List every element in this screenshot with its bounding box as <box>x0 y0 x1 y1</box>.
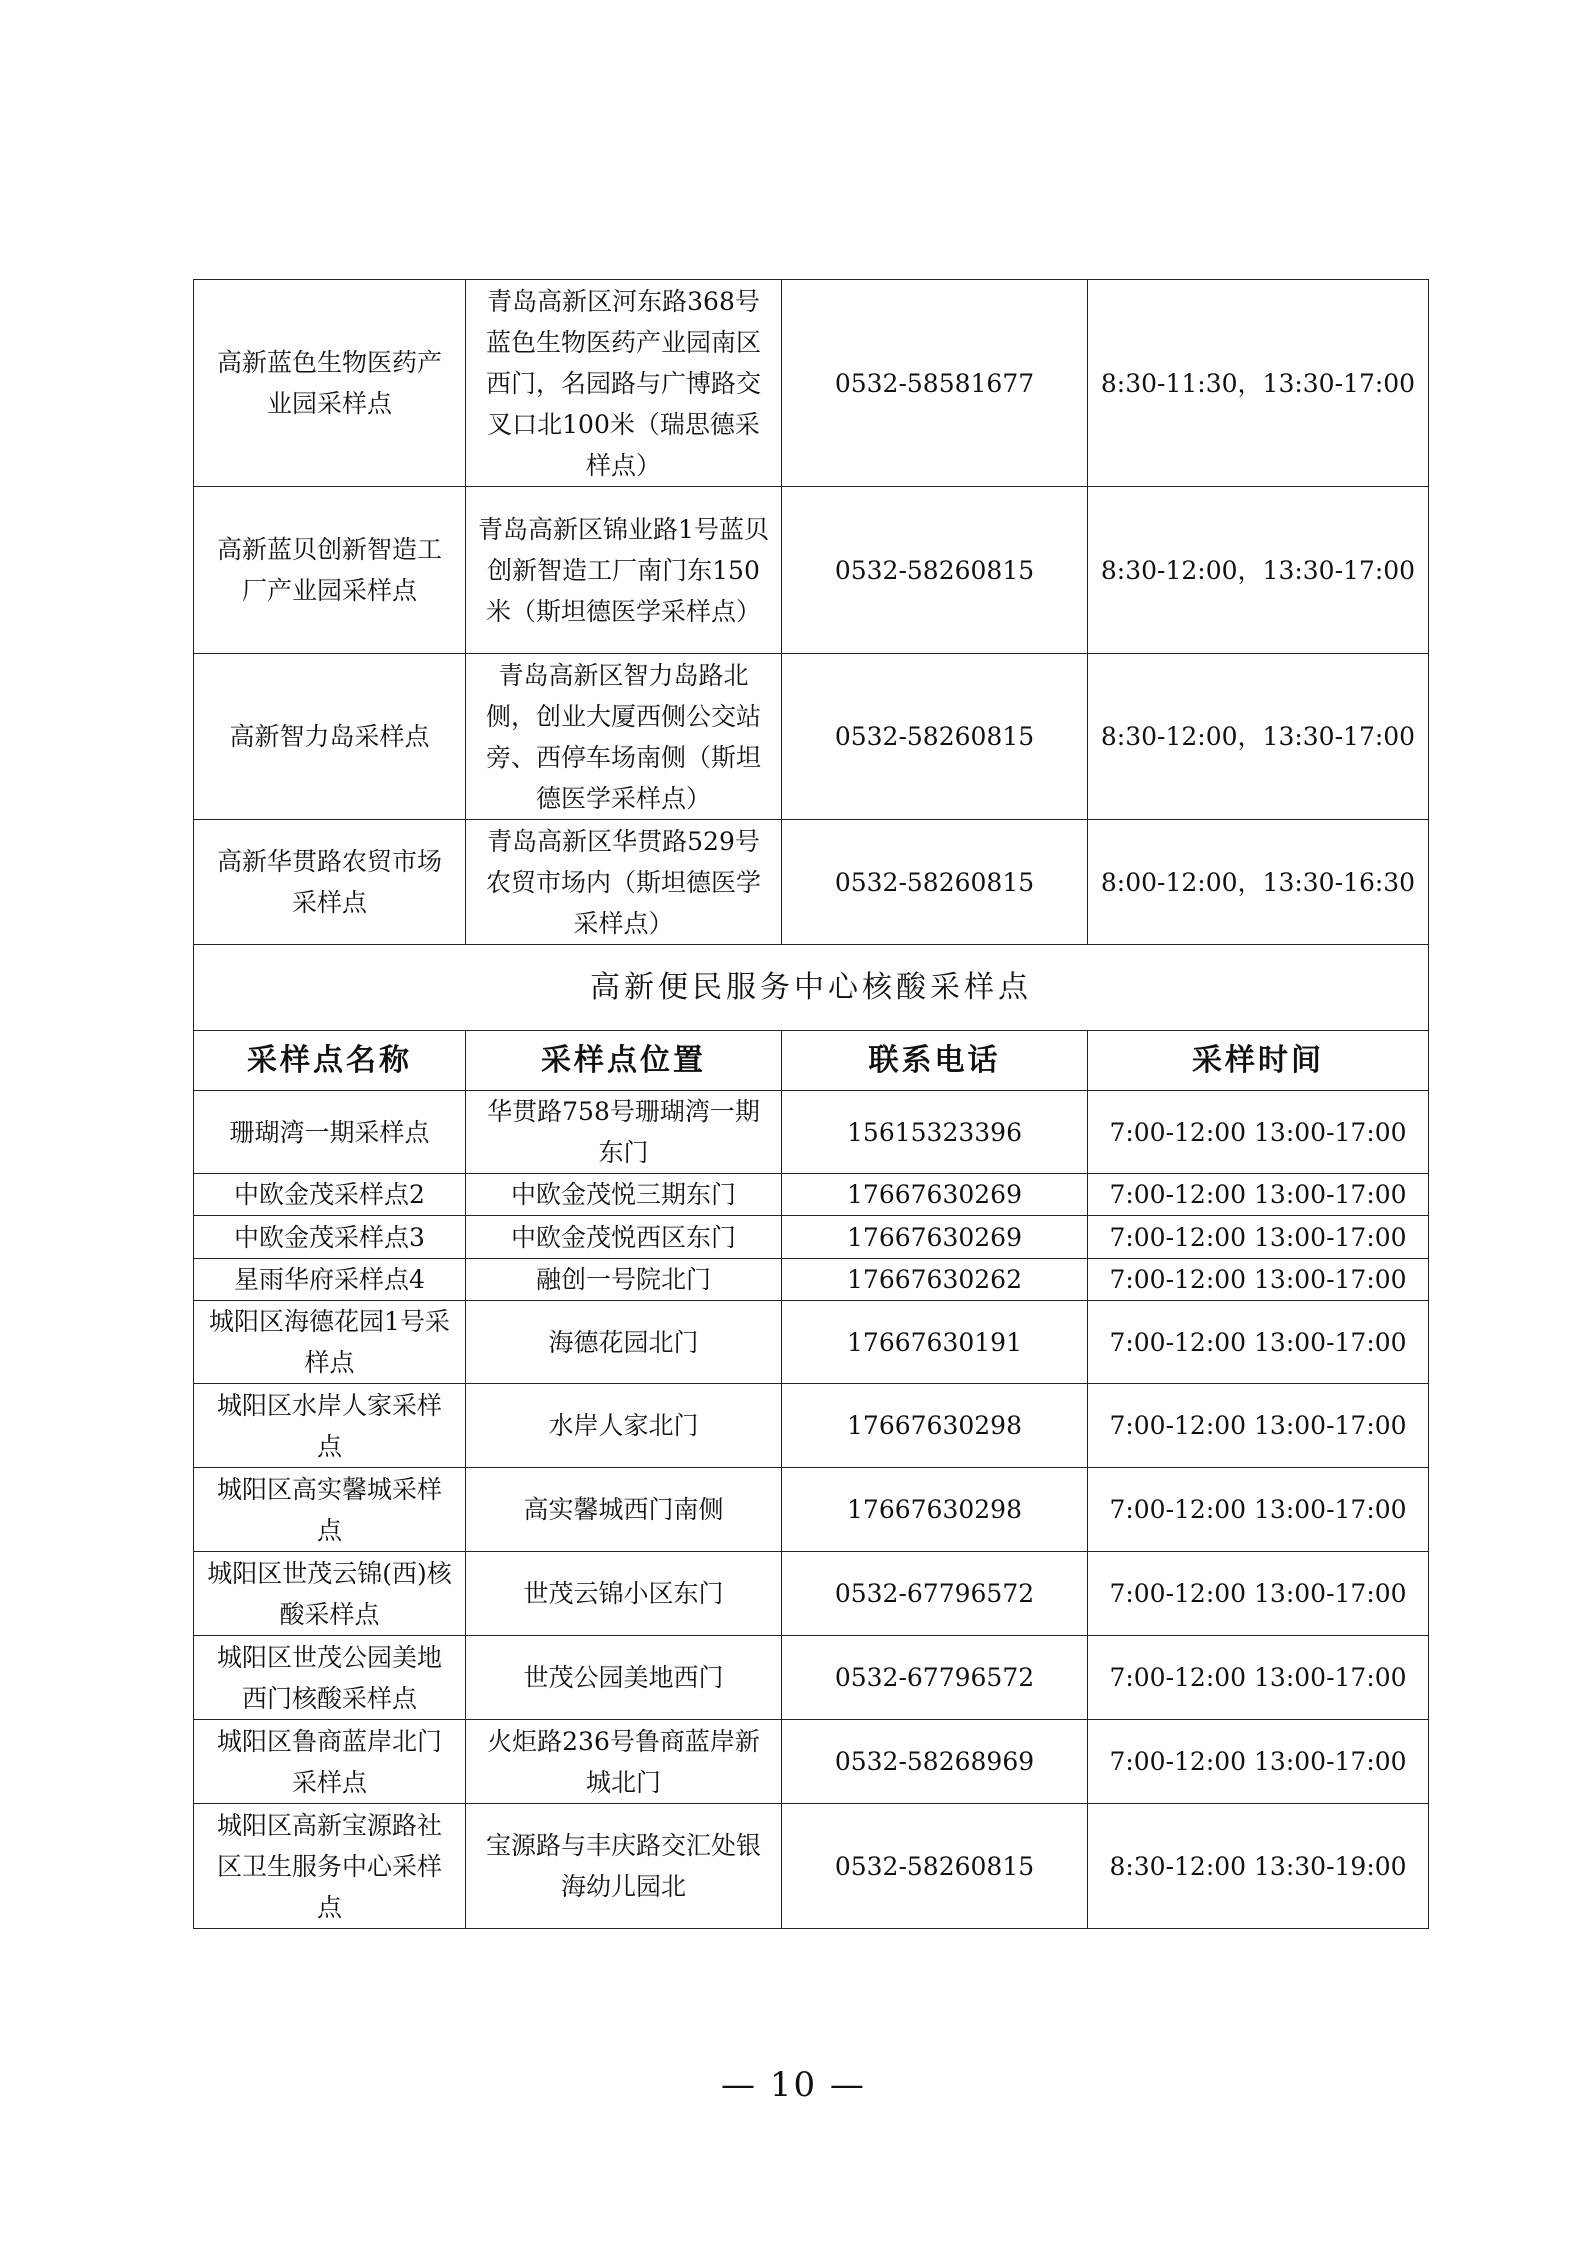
site-time: 7:00-12:00 13:00-17:00 <box>1088 1216 1429 1259</box>
site-time: 7:00-12:00 13:00-17:00 <box>1088 1720 1429 1804</box>
site-location: 青岛高新区智力岛路北侧，创业大厦西侧公交站旁、西停车场南侧（斯坦德医学采样点） <box>466 654 782 820</box>
site-time: 7:00-12:00 13:00-17:00 <box>1088 1174 1429 1216</box>
table-row <box>194 1259 1429 1301</box>
table-row <box>194 1552 1429 1636</box>
site-phone: 0532-58260815 <box>782 1804 1088 1929</box>
site-phone: 17667630262 <box>782 1259 1088 1301</box>
site-name: 城阳区鲁商蓝岸北门采样点 <box>194 1720 466 1804</box>
site-name: 城阳区海德花园1号采样点 <box>194 1301 466 1384</box>
site-location: 华贯路758号珊瑚湾一期东门 <box>466 1091 782 1174</box>
site-phone: 0532-58268969 <box>782 1720 1088 1804</box>
table-row <box>194 1384 1429 1468</box>
section-row <box>194 945 1429 1031</box>
site-time: 7:00-12:00 13:00-17:00 <box>1088 1552 1429 1636</box>
site-phone: 17667630298 <box>782 1468 1088 1552</box>
site-time: 7:00-12:00 13:00-17:00 <box>1088 1468 1429 1552</box>
site-name: 中欧金茂采样点2 <box>194 1174 466 1216</box>
site-location: 世茂公园美地西门 <box>466 1636 782 1720</box>
table-row <box>194 280 1429 487</box>
site-phone: 0532-67796572 <box>782 1552 1088 1636</box>
site-name: 星雨华府采样点4 <box>194 1259 466 1301</box>
site-name: 高新华贯路农贸市场采样点 <box>194 820 466 945</box>
header-site-name: 采样点名称 <box>194 1031 466 1091</box>
site-phone: 17667630269 <box>782 1216 1088 1259</box>
site-time: 8:00-12:00，13:30-16:30 <box>1088 820 1429 945</box>
site-time: 8:30-12:00，13:30-17:00 <box>1088 654 1429 820</box>
site-location: 水岸人家北门 <box>466 1384 782 1468</box>
header-time: 采样时间 <box>1088 1031 1429 1091</box>
page-number: — 10 — <box>721 2065 866 2105</box>
site-time: 7:00-12:00 13:00-17:00 <box>1088 1636 1429 1720</box>
site-location: 海德花园北门 <box>466 1301 782 1384</box>
site-time: 7:00-12:00 13:00-17:00 <box>1088 1301 1429 1384</box>
site-location: 世茂云锦小区东门 <box>466 1552 782 1636</box>
site-time: 8:30-12:00，13:30-17:00 <box>1088 487 1429 654</box>
table-row <box>194 1301 1429 1384</box>
site-location: 青岛高新区河东路368号蓝色生物医药产业园南区西门，名园路与广博路交叉口北100米（瑞思德采样点） <box>466 280 782 487</box>
table-row <box>194 820 1429 945</box>
site-phone: 0532-58260815 <box>782 654 1088 820</box>
section-title: 高新便民服务中心核酸采样点 <box>194 945 1429 1031</box>
site-name: 高新蓝色生物医药产业园采样点 <box>194 280 466 487</box>
table-row <box>194 1174 1429 1216</box>
header-phone: 联系电话 <box>782 1031 1088 1091</box>
header-row <box>194 1031 1429 1091</box>
site-phone: 15615323396 <box>782 1091 1088 1174</box>
table-row <box>194 487 1429 654</box>
site-location: 青岛高新区锦业路1号蓝贝创新智造工厂南门东150米（斯坦德医学采样点） <box>466 487 782 654</box>
site-name: 珊瑚湾一期采样点 <box>194 1091 466 1174</box>
site-time: 8:30-12:00 13:30-19:00 <box>1088 1804 1429 1929</box>
sampling-sites-table <box>193 279 1429 1929</box>
site-time: 7:00-12:00 13:00-17:00 <box>1088 1384 1429 1468</box>
header-site-location: 采样点位置 <box>466 1031 782 1091</box>
site-name: 高新蓝贝创新智造工厂产业园采样点 <box>194 487 466 654</box>
site-phone: 17667630191 <box>782 1301 1088 1384</box>
site-location: 高实馨城西门南侧 <box>466 1468 782 1552</box>
site-name: 城阳区高实馨城采样点 <box>194 1468 466 1552</box>
site-location: 中欧金茂悦三期东门 <box>466 1174 782 1216</box>
site-phone: 0532-58581677 <box>782 280 1088 487</box>
site-time: 8:30-11:30，13:30-17:00 <box>1088 280 1429 487</box>
site-location: 火炬路236号鲁商蓝岸新城北门 <box>466 1720 782 1804</box>
site-phone: 0532-67796572 <box>782 1636 1088 1720</box>
site-location: 融创一号院北门 <box>466 1259 782 1301</box>
site-location: 青岛高新区华贯路529号农贸市场内（斯坦德医学采样点） <box>466 820 782 945</box>
site-name: 城阳区高新宝源路社区卫生服务中心采样点 <box>194 1804 466 1929</box>
table-row <box>194 1804 1429 1929</box>
site-phone: 17667630298 <box>782 1384 1088 1468</box>
site-phone: 0532-58260815 <box>782 487 1088 654</box>
table-row <box>194 654 1429 820</box>
site-phone: 0532-58260815 <box>782 820 1088 945</box>
site-location: 宝源路与丰庆路交汇处银海幼儿园北 <box>466 1804 782 1929</box>
table-row <box>194 1091 1429 1174</box>
site-location: 中欧金茂悦西区东门 <box>466 1216 782 1259</box>
site-name: 城阳区水岸人家采样点 <box>194 1384 466 1468</box>
site-name: 城阳区世茂云锦(西)核酸采样点 <box>194 1552 466 1636</box>
site-time: 7:00-12:00 13:00-17:00 <box>1088 1091 1429 1174</box>
site-name: 中欧金茂采样点3 <box>194 1216 466 1259</box>
site-name: 高新智力岛采样点 <box>194 654 466 820</box>
table-row <box>194 1216 1429 1259</box>
site-time: 7:00-12:00 13:00-17:00 <box>1088 1259 1429 1301</box>
table-row <box>194 1636 1429 1720</box>
site-name: 城阳区世茂公园美地西门核酸采样点 <box>194 1636 466 1720</box>
site-phone: 17667630269 <box>782 1174 1088 1216</box>
table-row <box>194 1468 1429 1552</box>
table-row <box>194 1720 1429 1804</box>
